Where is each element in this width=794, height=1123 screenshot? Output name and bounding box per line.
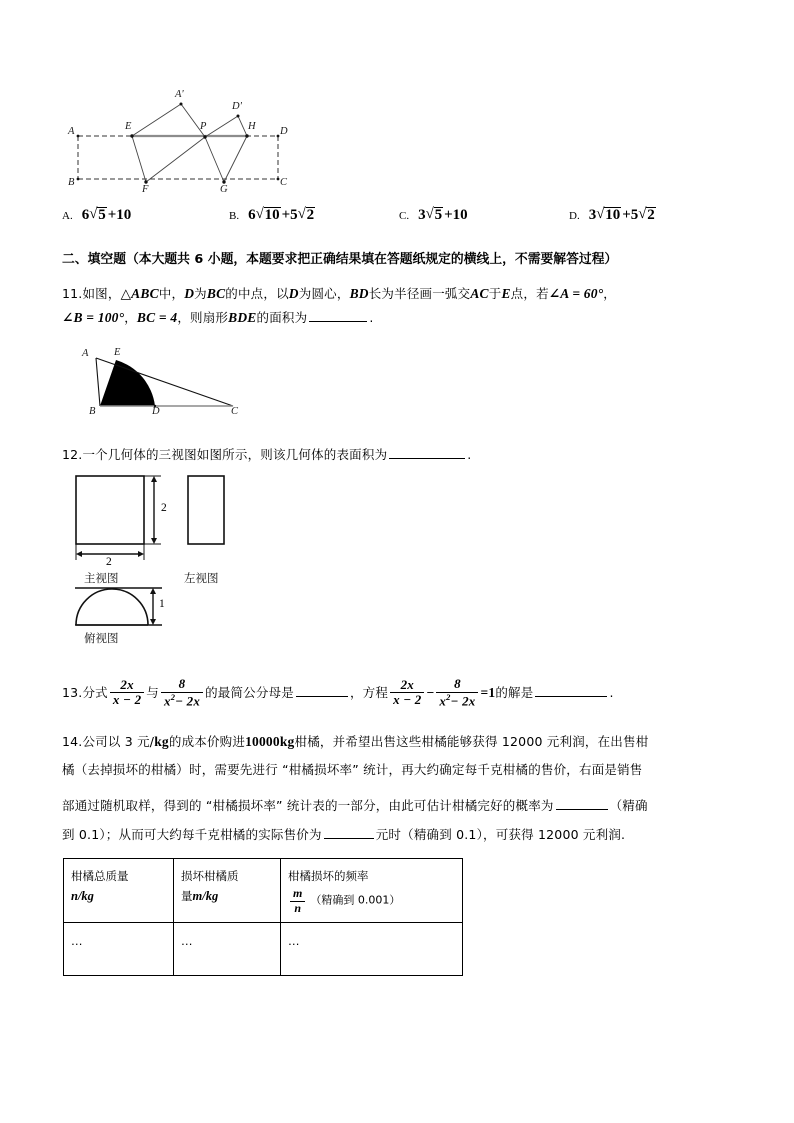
q11-l2m1: ∠B = 100°	[62, 310, 125, 325]
figure2-label-b: B	[89, 406, 96, 417]
q12-period: .	[467, 447, 472, 462]
option-c[interactable]	[399, 205, 468, 224]
q11-l2t1: ，	[124, 310, 137, 325]
q11-m8: ∠A = 60°	[548, 286, 604, 301]
q13-f1-denominator: x − 2	[110, 692, 144, 708]
cell-total-mass-value: …	[64, 923, 174, 976]
q11-m7: E	[501, 286, 511, 301]
q11-t2: 中，	[158, 286, 185, 301]
option-b[interactable]	[229, 205, 316, 224]
figure1-label-d: D	[280, 126, 288, 137]
option-d-label: D.	[569, 210, 580, 222]
q11-l2t2: ，则扇形	[177, 310, 229, 325]
question-14-line-3	[62, 796, 762, 815]
q13-f3-denominator: x − 2	[390, 692, 424, 708]
option-a[interactable]	[62, 205, 131, 224]
q13-equals-one: =1	[480, 685, 496, 701]
q11-t6: 长为半径画一弧交	[368, 286, 471, 301]
q13-f2-denominator	[161, 692, 203, 709]
table-header-row	[64, 859, 463, 923]
option-a-radical1	[89, 207, 108, 224]
orange-damage-frequency-table	[63, 858, 463, 976]
table-header-total-mass	[64, 859, 174, 923]
question-14-line-1	[62, 732, 762, 753]
option-d-coef1: 3	[588, 207, 597, 223]
option-b-expression	[248, 207, 316, 223]
q11-l2t3: 的面积为	[256, 310, 308, 325]
figure2-label-c: C	[231, 406, 239, 417]
figure2-label-d: D	[152, 406, 160, 417]
three-views-svg	[62, 470, 322, 650]
header-damaged-mass-cn-a: 损坏柑橘质	[181, 869, 239, 883]
figure1-label-g: G	[220, 184, 228, 195]
cell-frequency-value: …	[281, 923, 463, 976]
header-total-mass-unit-text: n/kg	[71, 889, 94, 904]
header-damaged-mass-cn-b: 量	[181, 889, 193, 904]
figure1-label-b: B	[68, 177, 75, 188]
header-frequency-note: （精确到 0.001）	[310, 893, 401, 907]
q11-l2m2: BC = 4	[136, 310, 178, 325]
q13-f4-numerator: 8	[454, 676, 461, 691]
q13-f2-numerator: 8	[178, 676, 186, 691]
option-c-coef1: 3	[418, 207, 426, 223]
q13-f4-den-base: x	[439, 692, 447, 708]
header-total-mass-unit	[71, 889, 94, 903]
q14-l1a: 公司以 3 元/	[82, 734, 155, 749]
option-b-coef2: 5	[290, 207, 298, 223]
q12-text: 一个几何体的三视图如图所示，则该几何体的表面积为	[82, 447, 388, 462]
header-frequency-fraction	[290, 887, 305, 915]
triangle-sector-svg	[70, 344, 330, 422]
q14-l3b: （精确	[609, 798, 648, 813]
q14-number: 14.	[62, 734, 83, 749]
option-d[interactable]	[569, 205, 657, 224]
q14-unit-kg: kg	[154, 734, 169, 749]
q11-t3: 为	[194, 286, 207, 301]
option-c-expression	[418, 207, 468, 223]
option-b-radical2	[298, 207, 317, 224]
question-14-line-2: 橘（去掉损坏的柑橘）时，需要先进行 “柑橘损坏率” 统计，再大约确定每千克柑橘的售价，右面是销售	[62, 762, 643, 777]
option-d-radical2	[638, 207, 657, 224]
question-11-line-2	[62, 308, 762, 329]
header-frequency-denominator: n	[290, 901, 305, 915]
figure2-label-e: E	[114, 347, 121, 358]
q13-f4-denominator	[436, 692, 478, 709]
rectangle-folding-figure	[60, 85, 380, 200]
q11-t7: 于	[488, 286, 502, 301]
cell-damaged-mass-value: …	[174, 923, 281, 976]
table-row	[64, 923, 463, 976]
option-a-op: +	[107, 207, 117, 223]
top-view-height-label: 1	[159, 598, 165, 610]
answer-options-row	[62, 205, 752, 235]
option-d-expression	[589, 207, 657, 223]
q13-t6: .	[609, 685, 614, 701]
q11-l2m3: BDE	[228, 310, 257, 325]
option-c-label: C.	[399, 210, 410, 222]
option-b-radicand2: 2	[306, 207, 315, 223]
q14-l4b: 元时（精确到 0.1），可获得 12000 元利润.	[375, 827, 626, 842]
q11-t5: 为圆心，	[298, 286, 350, 301]
option-c-radical1	[426, 207, 445, 224]
q11-t1: 如图，	[82, 286, 121, 301]
q11-m5: BD	[349, 286, 369, 301]
figure1-label-a: A	[68, 126, 75, 137]
q13-fraction-2	[161, 677, 203, 708]
option-a-label: A.	[62, 210, 73, 222]
side-view-caption: 左视图	[184, 571, 219, 585]
question-13-line	[62, 678, 762, 709]
header-frequency-numerator: m	[293, 886, 303, 901]
q13-f2-den-exp: 2	[170, 691, 176, 702]
option-d-radicand1: 10	[605, 207, 621, 223]
option-b-radicand1: 10	[264, 207, 280, 223]
q11-m1: △ABC	[120, 286, 159, 301]
section-2-title: 二、填空题（本大题共 6 小题，本题要求把正确结果填在答题纸规定的横线上，不需要解答过程）	[62, 252, 618, 267]
q13-f1-numerator: 2x	[120, 676, 134, 692]
q11-m3: BC	[206, 286, 226, 301]
header-damaged-mass-unit: m/kg	[192, 889, 219, 904]
figure2-label-a: A	[82, 348, 89, 359]
question-14-line-4	[62, 825, 762, 844]
q13-fraction-3	[390, 678, 424, 708]
q11-m4: D	[288, 286, 299, 301]
q12-answer-blank[interactable]	[389, 447, 465, 459]
three-views-figure	[62, 470, 322, 650]
header-frequency-cn: 柑橘损坏的频率	[288, 869, 369, 883]
option-b-radical1	[256, 207, 282, 224]
option-c-op: +	[444, 207, 453, 223]
top-view-caption: 俯视图	[84, 631, 119, 645]
option-d-coef2: 5	[630, 207, 639, 223]
q14-l1b: 的成本价购进	[168, 734, 246, 749]
figure1-label-a-prime: A'	[175, 89, 184, 100]
figure1-label-p: P	[200, 121, 207, 132]
figure1-label-d-prime: D'	[232, 101, 242, 112]
q13-t5: 的解是	[495, 685, 534, 701]
q13-f4-den-exp: 2	[446, 691, 451, 702]
table-header-damaged-mass	[174, 859, 281, 923]
front-view-height-label: 2	[161, 502, 167, 514]
option-d-radical1	[596, 207, 622, 224]
q14-l1c: 柑橘，并希望出售这些柑橘能够获得 12000 元利润，在出售柑	[294, 734, 649, 749]
q13-t2: 与	[146, 685, 159, 701]
q14-amount: 10000kg	[245, 734, 295, 749]
front-view-caption: 主视图	[84, 571, 119, 585]
figure1-label-f: F	[142, 184, 149, 195]
figure1-label-e: E	[125, 121, 132, 132]
q13-f2-den-rest: − 2x	[175, 692, 201, 708]
q14-answer-blank-2[interactable]	[324, 827, 374, 839]
q11-t4: 的中点，以	[225, 286, 289, 301]
q13-number: 13.	[62, 685, 83, 701]
q12-number: 12.	[62, 447, 83, 462]
q13-t1: 分式	[82, 685, 108, 701]
q14-l4a: 到 0.1）；从而可大约每千克柑橘的实际售价为	[62, 827, 322, 842]
question-11-line-1	[62, 284, 762, 305]
triangle-sector-figure	[70, 344, 330, 422]
q13-fraction-4	[436, 677, 478, 708]
option-d-op: +	[622, 207, 631, 223]
q11-t9: ，	[603, 286, 616, 301]
q11-m2: D	[184, 286, 195, 301]
q11-l2t4: .	[369, 310, 374, 325]
option-c-radicand1: 5	[434, 207, 443, 223]
q13-f2-den-base: x	[163, 692, 171, 708]
option-b-coef1: 6	[248, 207, 256, 223]
option-a-radicand1: 5	[98, 207, 106, 223]
rectangle-folding-svg	[60, 85, 380, 200]
q13-answer-blank-1[interactable]	[296, 685, 348, 697]
q11-answer-blank[interactable]	[309, 310, 367, 322]
option-d-radicand2: 2	[647, 207, 655, 223]
q11-number: 11.	[62, 286, 83, 301]
q13-t4: ，方程	[349, 685, 389, 701]
front-view-width-label: 2	[106, 556, 112, 568]
q11-m6: AC	[470, 286, 489, 301]
header-total-mass-cn: 柑橘总质量	[71, 869, 129, 883]
figure1-label-c: C	[280, 177, 288, 188]
q14-answer-blank-1[interactable]	[556, 798, 608, 810]
q13-minus-sign: −	[426, 685, 435, 701]
option-b-label: B.	[229, 210, 240, 222]
option-b-op: +	[281, 207, 291, 223]
table-header-damage-frequency	[281, 859, 463, 923]
q13-answer-blank-2[interactable]	[535, 685, 607, 697]
option-a-expression	[82, 207, 132, 223]
q13-f3-numerator: 2x	[400, 676, 414, 692]
q13-f4-den-rest: − 2x	[450, 692, 476, 708]
option-c-tail: 10	[452, 207, 468, 223]
option-a-tail: 10	[116, 207, 132, 223]
q11-t8: 点，若	[510, 286, 549, 301]
option-a-coef1: 6	[81, 207, 90, 223]
q13-fraction-1	[110, 678, 144, 708]
question-12-line-1	[62, 445, 762, 464]
q14-l3a: 部通过随机取样，得到的 “柑橘损坏率” 统计表的一部分，由此可估计柑橘完好的概率为	[62, 798, 554, 813]
q13-t3: 的最简公分母是	[205, 685, 294, 701]
figure1-label-h: H	[248, 121, 256, 132]
